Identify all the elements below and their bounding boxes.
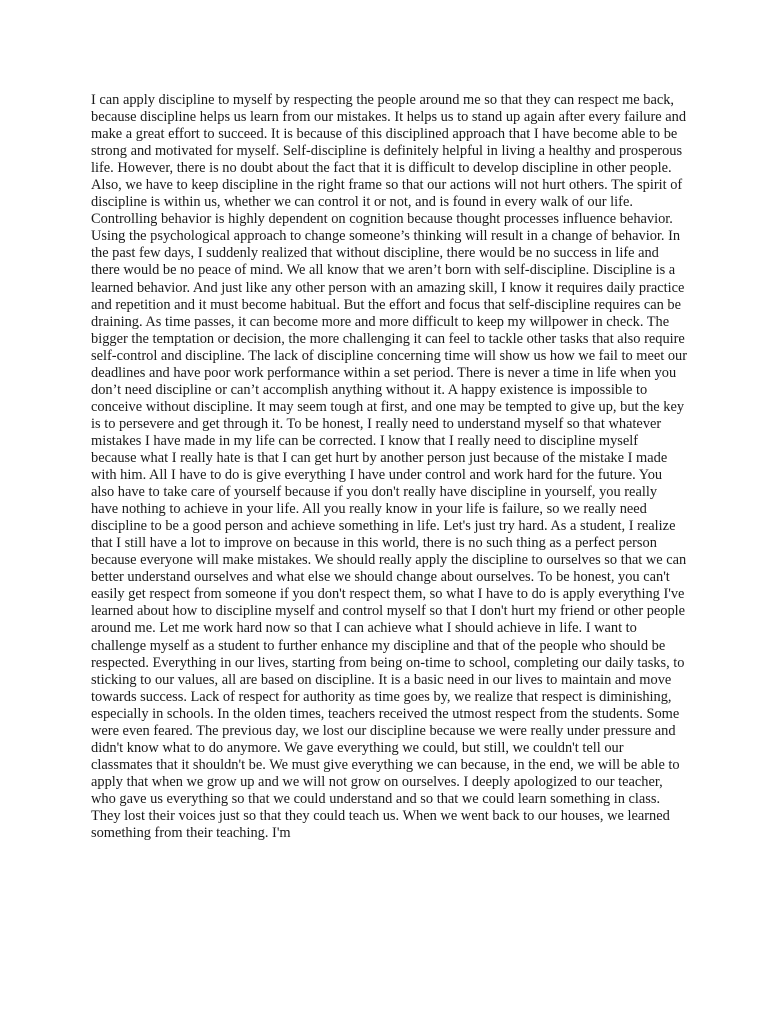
essay-paragraph: I can apply discipline to myself by respecting the people around me so that they can respect me back, because discipline helps us learn from our mistakes. It helps us to stand up again after every failure and make a great effort to succeed. It is because of this disciplined approach that I have become able to be strong and motivated for myself. Self-discipline is definitely helpful in living a healthy and prosperous life. However, there is no doubt about the fact that it is difficult to develop discipline in other people. Also, we have to keep discipline in the right frame so that our actions will not hurt others. The spirit of discipline is within us, whether we can control it or not, and is found in every walk of our life. Controlling behavior is highly dependent on cognition because thought processes influence behavior. Using the psychological approach to change someone’s thinking will result in a change of behavior. In the past few days, I suddenly realized that without discipline, there would be no success in life and there would be no peace of mind. We all know that we aren’t born with self-discipline. Discipline is a learned behavior. And just like any other person with an amazing skill, I know it requires daily practice and repetition and it must become habitual. But the effort and focus that self-discipline requires can be draining. As time passes, it can become more and more difficult to keep my willpower in check. The bigger the temptation or decision, the more challenging it can feel to tackle other tasks that also require self-control and discipline. The lack of discipline concerning time will show us how we fail to meet our deadlines and have poor work performance within a set period. There is never a time in life when you don’t need discipline or can’t accomplish anything without it. A happy existence is impossible to conceive without discipline. It may seem tough at first, and one may be tempted to give up, but the key is to persevere and get through it. To be honest, I really need to understand myself so that whatever mistakes I have made in my life can be corrected. I know that I really need to discipline myself because what I really hate is that I can get hurt by another person just because of the mistake I made with him. All I have to do is give everything I have under control and work hard for the future. You also have to take care of yourself because if you don't really have discipline in yourself, you really have nothing to achieve in your life. All you really know in your life is failure, so we really need discipline to be a good person and achieve something in life. Let's just try hard. As a student, I realize that I still have a lot to improve on because in this world, there is no such thing as a perfect person because everyone will make mistakes. We should really apply the discipline to ourselves so that we can better understand ourselves and what else we should change about ourselves. To be honest, you can't easily get respect from someone if you don't respect them, so what I have to do is apply everything I've learned about how to discipline myself and control myself so that I don't hurt my friend or other people around me. Let me work hard now so that I can achieve what I should achieve in life. I want to challenge myself as a student to further enhance my discipline and that of the people who should be respected. Everything in our lives, starting from being on-time to school, completing our daily tasks, to sticking to our values, all are based on discipline. It is a basic need in our lives to maintain and move towards success. Lack of respect for authority as time goes by, we realize that respect is diminishing, especially in schools. In the olden times, teachers received the utmost respect from the students. Some were even feared. The previous day, we lost our discipline because we were really under pressure and didn't know what to do anymore. We gave everything we could, but still, we couldn't tell our classmates that it shouldn't be. We must give everything we can because, in the end, we will be able to apply that when we grow up and we will not grow on ourselves. I deeply apologized to our teacher, who gave us everything so that we could understand and so that we could learn something in class. They lost their voices just so that they could teach us. When we went back to our houses, we learned something from their teaching. I'm [91, 92, 687, 842]
essay-body [91, 92, 687, 842]
